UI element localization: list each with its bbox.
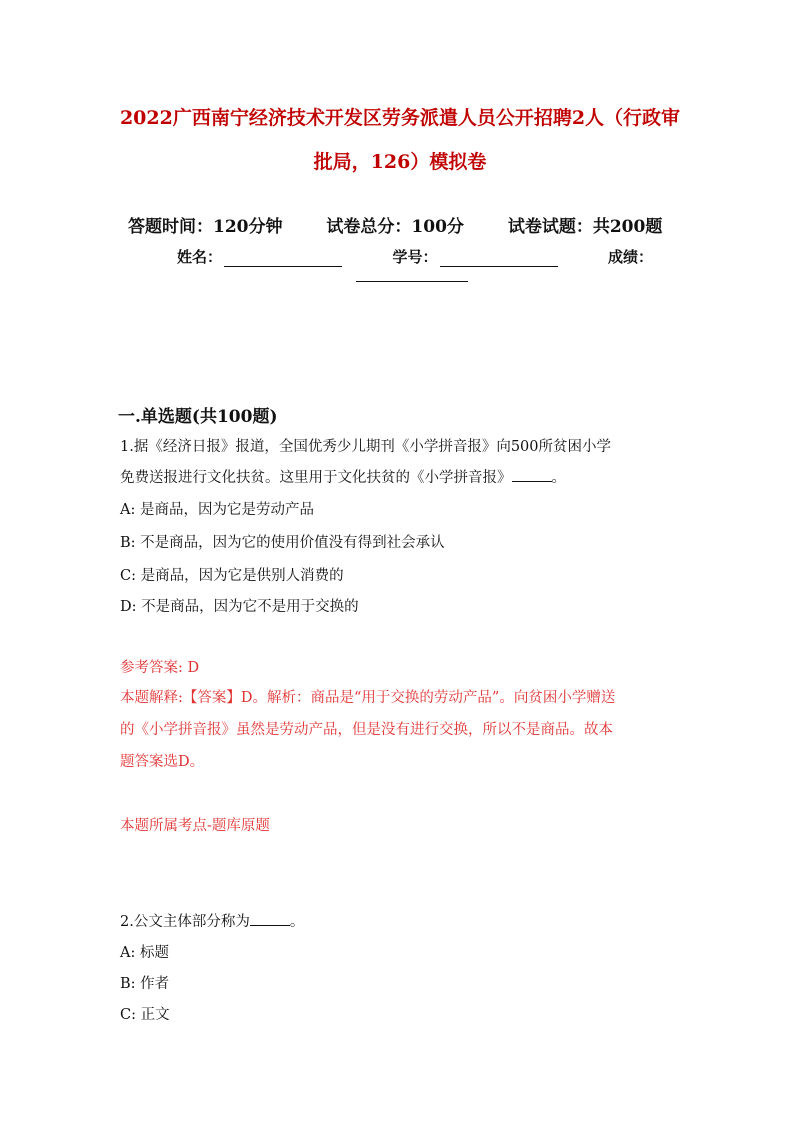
score-label: 成绩： [607, 248, 653, 266]
q1-stem-line1: 1.据《经济日报》报道，全国优秀少儿期刊《小学拼音报》向500所贫困小学 [120, 439, 612, 455]
id-field[interactable] [440, 250, 558, 267]
q1-explanation-line2: 的《小学拼音报》虽然是劳动产品，但是没有进行交换，所以不是商品。故本 [120, 722, 613, 738]
id-label: 学号： [392, 248, 438, 266]
q1-option-c: C: 是商品，因为它是供别人消费的 [120, 568, 344, 584]
q1-stem-end: 。 [551, 470, 566, 486]
q1-option-d: D: 不是商品，因为它不是用于交换的 [120, 599, 359, 615]
exam-title-line1: 2022广西南宁经济技术开发区劳务派遣人员公开招聘2人（行政审 [119, 107, 681, 129]
name-field[interactable] [224, 250, 342, 267]
q2-option-a: A: 标题 [120, 945, 169, 961]
q1-stem-line2 [120, 467, 566, 488]
q1-answer-blank [512, 467, 552, 482]
exam-meta [128, 212, 688, 237]
q2-stem-end: 。 [289, 914, 305, 930]
q2-stem-text: 2.公文主体部分称为 [120, 914, 250, 930]
q2-option-b: B: 作者 [120, 976, 170, 992]
exam-title-line2: 批局，126）模拟卷 [313, 151, 487, 173]
student-info-fields [177, 246, 653, 267]
q1-stem-text: 免费送报进行文化扶贫。这里用于文化扶贫的《小学拼音报》 [120, 470, 512, 486]
exam-total-score: 试卷总分：100分 [326, 217, 464, 237]
score-field[interactable] [356, 280, 468, 282]
q1-option-b: B: 不是商品，因为它的使用价值没有得到社会承认 [120, 535, 445, 551]
q2-option-c: C: 正文 [120, 1007, 170, 1023]
q2-answer-blank [250, 911, 290, 926]
section-title: 一.单选题(共100题) [118, 407, 278, 427]
q1-option-a: A: 是商品，因为它是劳动产品 [120, 502, 314, 518]
q1-explanation-line3: 题答案选D。 [120, 754, 205, 770]
name-label: 姓名： [177, 248, 223, 266]
q1-knowledge-point: 本题所属考点-题库原题 [120, 818, 270, 834]
exam-time: 答题时间：120分钟 [128, 217, 283, 237]
exam-question-count: 试卷试题：共200题 [507, 217, 663, 237]
q1-reference-answer: 参考答案: D [120, 660, 200, 676]
q2-stem [120, 911, 304, 932]
q1-explanation-line1: 本题解释:【答案】D。解析：商品是“用于交换的劳动产品”。向贫困小学赠送 [120, 690, 616, 706]
